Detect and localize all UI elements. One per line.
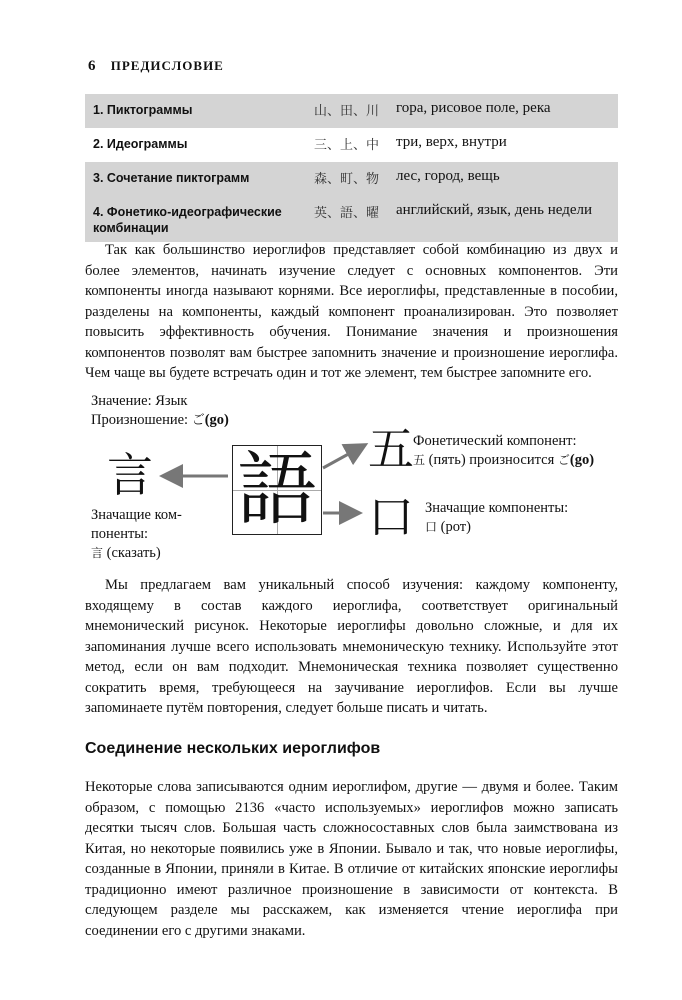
meaning-components-label: Значащие компоненты: — [425, 500, 569, 516]
top-component-kanji: 五 — [368, 422, 414, 476]
type-cell: 3. Сочетание пиктограмм — [85, 162, 304, 196]
meaning-cell: три, верх, внутри — [396, 134, 507, 150]
left-component-kanji: 言 — [107, 448, 153, 502]
mnemonic-paragraph: Мы предлагаем вам уникальный способ изучения: каждому компоненту, входящему в состав каждого иероглифа, соответствует оригинальный мнемонический рисунок. Некоторые иероглифы довольно сложные, и для их запоминания лучше всего использовать мнемоническую технику. Используйте этот метод, если он вам подходит. Мнемоническая техника позволяет существенно сократить время, требующееся на заучивание иероглифов. Если вы лучше запоминаете путём повторения, следует больше писать и читать. — [85, 577, 618, 716]
meaning-cell: лес, город, вещь — [386, 162, 618, 196]
meaning-cell: гора, рисовое поле, река — [386, 94, 618, 128]
left-component-label-1: Значащие ком- — [91, 507, 182, 523]
meaning-components-line: 口 (рот) — [425, 519, 471, 535]
type-cell: 1. Пиктограммы — [85, 94, 304, 128]
type-cell: 4. Фонетико-идеографические комбинации — [85, 196, 304, 242]
kanji-cell: 英、語、曜 — [304, 196, 386, 242]
table-row — [85, 128, 618, 162]
left-component-label-3: 言 (сказать) — [91, 545, 161, 561]
kanji-cell: 山、田、川 — [304, 94, 386, 128]
pronunciation-label: Произношение: ご(go) — [91, 412, 229, 428]
arrow-up-right — [323, 446, 363, 468]
meaning-label: Значение: Язык — [91, 393, 188, 409]
main-kanji: 語 — [232, 445, 322, 535]
kanji-cell: 三、上、中 — [314, 138, 380, 153]
diagram-arrows — [85, 388, 618, 568]
type-cell: 2. Идеограммы — [93, 137, 188, 151]
meaning-cell: английский, язык, день недели — [386, 196, 618, 242]
table-row — [85, 94, 618, 128]
table-row — [85, 196, 618, 242]
compound-paragraph: Некоторые слова записываются одним иероглифом, другие — двумя и более. Таким образом, с помощью 2136 «часто используемых» иероглифов можно записать десятки тысяч слов. Большая часть сложносоставных слов была заимствована из Китая, но некоторые появились уже в Японии. Бывало и так, что новые иероглифы, созданные в Японии, приняли в Китае. В отличие от китайских японские иероглифы традиционно имеют различное произношение в зависимости от контекста. В следующем разделе мы расскажем, как изменяется чтение иероглифа при соединении его с другими знаками. — [85, 779, 618, 939]
table-row — [85, 162, 618, 196]
running-title: ПРЕДИСЛОВИЕ — [110, 58, 224, 73]
kanji-breakdown-diagram — [85, 388, 618, 568]
bottom-component-kanji: 口 — [368, 490, 414, 544]
page-number: 6 — [88, 58, 97, 74]
kanji-types-table — [85, 94, 618, 242]
left-component-label-2: поненты: — [91, 526, 149, 542]
page-header — [88, 58, 224, 75]
phonetic-component-line: 五 (пять) произносится ご(go) — [413, 452, 595, 468]
kanji-cell: 森、町、物 — [304, 162, 386, 196]
intro-paragraph: Так как большинство иероглифов представляет собой комбинацию из двух и более элементов, начинать изучение следует с основных компонентов. Эти компоненты иногда называют корнями. Все иероглифы, представленные в пособии, разделены на компоненты, каждый компонент проанализирован. Это позволяет повысить эффективность обучения. Понимание значения и произношения компонентов позволят вам быстрее запомнить значение и произношение иероглифа. Чем чаще вы будете встречать один и тот же элемент, тем быстрее запомните его. — [85, 242, 618, 381]
section-title: Соединение нескольких иероглифов — [85, 740, 381, 757]
phonetic-component-label: Фонетический компонент: — [413, 433, 577, 449]
